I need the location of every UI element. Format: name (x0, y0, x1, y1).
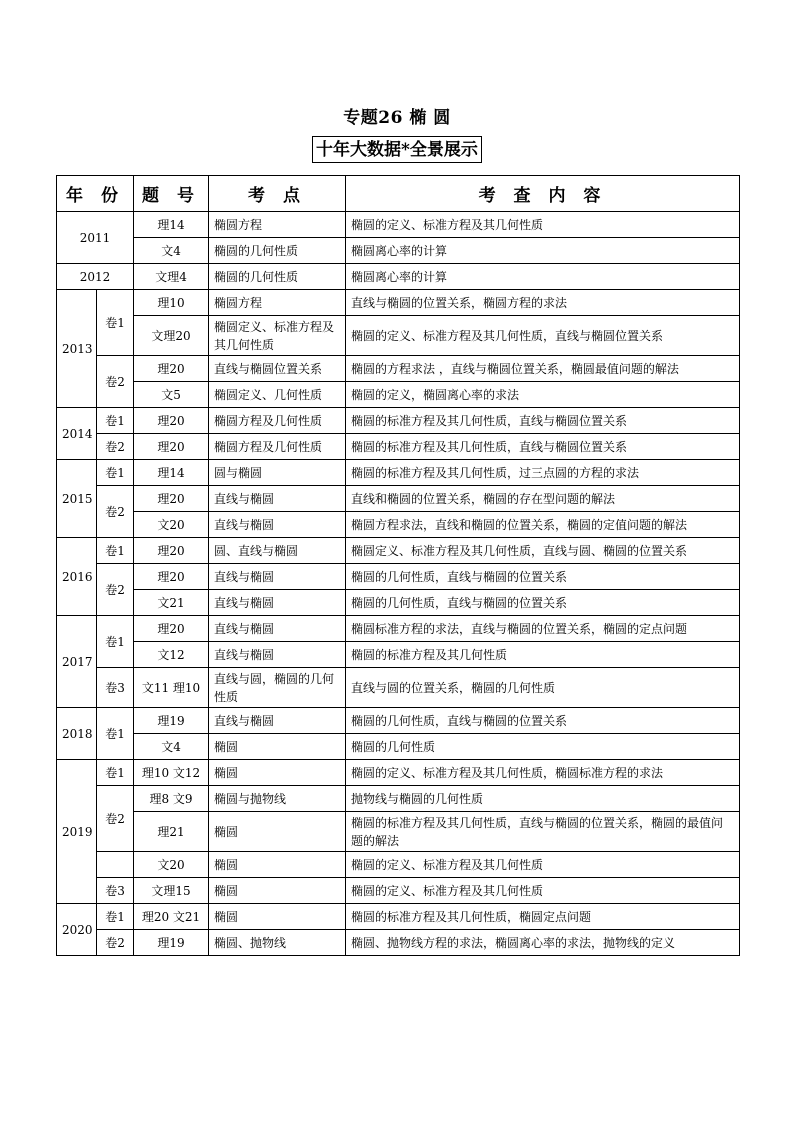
topic-cell: 直线与椭圆 (209, 590, 346, 616)
volume-cell: 卷1 (97, 904, 134, 930)
content-cell: 椭圆的标准方程及其几何性质，直线与椭圆位置关系 (346, 408, 740, 434)
table-row (57, 264, 740, 290)
topic-cell: 直线与椭圆 (209, 616, 346, 642)
volume-cell: 卷1 (97, 708, 134, 760)
header-question: 题 号 (134, 176, 209, 212)
volume-cell: 卷1 (97, 538, 134, 564)
table-row (57, 538, 740, 564)
table-row (57, 356, 740, 382)
question-cell: 文21 (134, 590, 209, 616)
content-cell: 椭圆、抛物线方程的求法，椭圆离心率的求法，抛物线的定义 (346, 930, 740, 956)
content-cell: 椭圆的定义、标准方程及其几何性质，直线与椭圆位置关系 (346, 316, 740, 356)
year-cell: 2015 (57, 460, 97, 538)
content-cell: 椭圆的标准方程及其几何性质，直线与椭圆的位置关系，椭圆的最值问题的解法 (346, 812, 740, 852)
content-cell: 椭圆的定义、标准方程及其几何性质，椭圆标准方程的求法 (346, 760, 740, 786)
table-row (57, 290, 740, 316)
volume-cell: 卷1 (97, 460, 134, 486)
topic-cell: 圆与椭圆 (209, 460, 346, 486)
question-cell: 文12 (134, 642, 209, 668)
question-cell: 文11 理10 (134, 668, 209, 708)
content-cell: 椭圆的几何性质，直线与椭圆的位置关系 (346, 564, 740, 590)
topic-cell: 椭圆方程 (209, 290, 346, 316)
exam-topic-table (56, 175, 740, 956)
topic-cell: 椭圆定义、标准方程及其几何性质 (209, 316, 346, 356)
page-title: 专题26 椭 圆 (343, 108, 451, 128)
table-row (57, 708, 740, 734)
topic-cell: 椭圆方程及几何性质 (209, 408, 346, 434)
table-row (57, 786, 740, 812)
volume-cell: 卷2 (97, 564, 134, 616)
topic-cell: 椭圆方程 (209, 212, 346, 238)
table-row (57, 930, 740, 956)
question-cell: 理19 (134, 708, 209, 734)
volume-cell: 卷2 (97, 786, 134, 852)
content-cell: 抛物线与椭圆的几何性质 (346, 786, 740, 812)
year-cell: 2020 (57, 904, 97, 956)
topic-cell: 椭圆 (209, 904, 346, 930)
year-cell: 2011 (57, 212, 134, 264)
question-cell: 文5 (134, 382, 209, 408)
topic-cell: 椭圆的几何性质 (209, 238, 346, 264)
topic-cell: 椭圆、抛物线 (209, 930, 346, 956)
topic-cell: 直线与椭圆 (209, 486, 346, 512)
topic-cell: 椭圆的几何性质 (209, 264, 346, 290)
table-row (57, 616, 740, 642)
table-row (57, 590, 740, 616)
volume-cell: 卷2 (97, 356, 134, 408)
volume-cell: 卷1 (97, 760, 134, 786)
question-cell: 文理20 (134, 316, 209, 356)
question-cell: 文20 (134, 512, 209, 538)
content-cell: 椭圆的标准方程及其几何性质，直线与椭圆位置关系 (346, 434, 740, 460)
table-row (57, 460, 740, 486)
question-cell: 理10 文12 (134, 760, 209, 786)
table-row (57, 316, 740, 356)
year-cell: 2017 (57, 616, 97, 708)
table-row (57, 812, 740, 852)
content-cell: 椭圆的定义，椭圆离心率的求法 (346, 382, 740, 408)
table-row (57, 904, 740, 930)
year-cell: 2016 (57, 538, 97, 616)
question-cell: 理20 (134, 616, 209, 642)
content-cell: 椭圆的标准方程及其几何性质，过三点圆的方程的求法 (346, 460, 740, 486)
year-cell: 2013 (57, 290, 97, 408)
content-cell: 椭圆定义、标准方程及其几何性质，直线与圆、椭圆的位置关系 (346, 538, 740, 564)
question-cell: 理21 (134, 812, 209, 852)
question-cell: 文理4 (134, 264, 209, 290)
question-cell: 理14 (134, 212, 209, 238)
topic-cell: 直线与椭圆 (209, 642, 346, 668)
content-cell: 椭圆的几何性质，直线与椭圆的位置关系 (346, 590, 740, 616)
table-row (57, 408, 740, 434)
table-row (57, 642, 740, 668)
question-cell: 理20 (134, 564, 209, 590)
question-cell: 文4 (134, 238, 209, 264)
question-cell: 理14 (134, 460, 209, 486)
question-cell: 文20 (134, 852, 209, 878)
volume-cell: 卷2 (97, 434, 134, 460)
table-row (57, 212, 740, 238)
table-row (57, 760, 740, 786)
content-cell: 椭圆标准方程的求法，直线与椭圆的位置关系，椭圆的定点问题 (346, 616, 740, 642)
header-content: 考 查 内 容 (346, 176, 740, 212)
content-cell: 直线与圆的位置关系，椭圆的几何性质 (346, 668, 740, 708)
question-cell: 文理15 (134, 878, 209, 904)
topic-cell: 直线与圆，椭圆的几何性质 (209, 668, 346, 708)
question-cell: 理20 (134, 434, 209, 460)
table-row (57, 486, 740, 512)
topic-cell: 椭圆方程及几何性质 (209, 434, 346, 460)
topic-cell: 直线与椭圆位置关系 (209, 356, 346, 382)
table-row (57, 512, 740, 538)
header-topic: 考 点 (209, 176, 346, 212)
question-cell: 文4 (134, 734, 209, 760)
topic-cell: 椭圆 (209, 812, 346, 852)
volume-cell: 卷2 (97, 486, 134, 538)
topic-cell: 椭圆 (209, 852, 346, 878)
table-row (57, 382, 740, 408)
content-cell: 椭圆的几何性质，直线与椭圆的位置关系 (346, 708, 740, 734)
year-cell: 2014 (57, 408, 97, 460)
topic-cell: 椭圆 (209, 734, 346, 760)
topic-cell: 直线与椭圆 (209, 564, 346, 590)
year-cell: 2019 (57, 760, 97, 904)
content-cell: 椭圆的定义、标准方程及其几何性质 (346, 212, 740, 238)
content-cell: 直线和椭圆的位置关系，椭圆的存在型问题的解法 (346, 486, 740, 512)
table-row (57, 852, 740, 878)
question-cell: 理20 (134, 486, 209, 512)
volume-cell: 卷1 (97, 290, 134, 356)
volume-cell (97, 852, 134, 878)
table-row (57, 434, 740, 460)
content-cell: 椭圆方程求法，直线和椭圆的位置关系，椭圆的定值问题的解法 (346, 512, 740, 538)
topic-cell: 圆、直线与椭圆 (209, 538, 346, 564)
question-cell: 理20 (134, 538, 209, 564)
table-row (57, 734, 740, 760)
content-cell: 椭圆的标准方程及其几何性质，椭圆定点问题 (346, 904, 740, 930)
volume-cell: 卷3 (97, 878, 134, 904)
question-cell: 理19 (134, 930, 209, 956)
content-cell: 椭圆的几何性质 (346, 734, 740, 760)
content-cell: 椭圆离心率的计算 (346, 264, 740, 290)
volume-cell: 卷1 (97, 616, 134, 668)
year-cell: 2018 (57, 708, 97, 760)
question-cell: 理20 文21 (134, 904, 209, 930)
volume-cell: 卷1 (97, 408, 134, 434)
content-cell: 椭圆的方程求法 ，直线与椭圆位置关系，椭圆最值问题的解法 (346, 356, 740, 382)
section-subtitle: 十年大数据*全景展示 (312, 136, 482, 163)
year-cell: 2012 (57, 264, 134, 290)
topic-cell: 椭圆 (209, 760, 346, 786)
topic-cell: 直线与椭圆 (209, 708, 346, 734)
content-cell: 椭圆的定义、标准方程及其几何性质 (346, 878, 740, 904)
topic-cell: 直线与椭圆 (209, 512, 346, 538)
volume-cell: 卷2 (97, 930, 134, 956)
content-cell: 椭圆离心率的计算 (346, 238, 740, 264)
content-cell: 椭圆的定义、标准方程及其几何性质 (346, 852, 740, 878)
table-row (57, 668, 740, 708)
content-cell: 椭圆的标准方程及其几何性质 (346, 642, 740, 668)
table-row (57, 238, 740, 264)
header-year: 年 份 (57, 176, 134, 212)
table-row (57, 878, 740, 904)
question-cell: 理10 (134, 290, 209, 316)
table-row (57, 564, 740, 590)
topic-cell: 椭圆与抛物线 (209, 786, 346, 812)
volume-cell: 卷3 (97, 668, 134, 708)
question-cell: 理8 文9 (134, 786, 209, 812)
topic-cell: 椭圆 (209, 878, 346, 904)
topic-cell: 椭圆定义、几何性质 (209, 382, 346, 408)
table-header-row (57, 176, 740, 212)
question-cell: 理20 (134, 408, 209, 434)
content-cell: 直线与椭圆的位置关系，椭圆方程的求法 (346, 290, 740, 316)
question-cell: 理20 (134, 356, 209, 382)
